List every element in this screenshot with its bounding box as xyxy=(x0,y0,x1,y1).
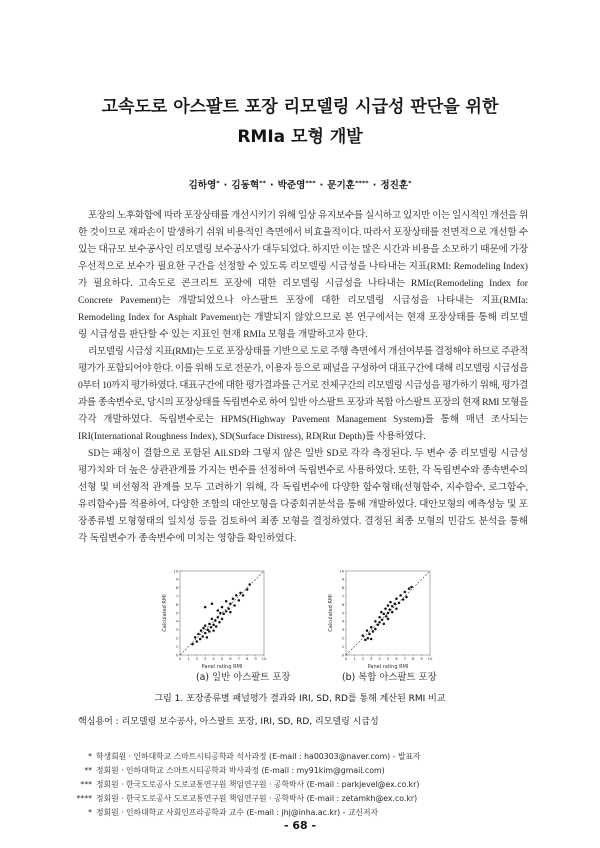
x-tick-label: 8 xyxy=(411,656,415,661)
data-point xyxy=(370,638,373,641)
line-text: 유리함수)를 적용하여, 다양한 조합의 대안모형을 다중회귀분석을 통해 개발하였다. 대안모형의 예측성능 및 포 xyxy=(78,499,528,511)
y-tick-label: 0 xyxy=(175,652,179,658)
data-point xyxy=(200,629,203,632)
y-tick-label: 6 xyxy=(341,601,345,607)
abstract-body xyxy=(78,207,528,548)
data-point xyxy=(393,603,396,606)
paragraph-line xyxy=(78,462,528,479)
paragraph-line xyxy=(78,530,528,547)
data-point xyxy=(229,611,232,614)
x-tick-label: 7 xyxy=(403,656,407,661)
data-point xyxy=(362,634,365,637)
data-point xyxy=(218,621,221,624)
paragraph-line xyxy=(78,479,528,496)
y-tick-label: 3 xyxy=(175,627,179,633)
paragraph-line xyxy=(78,309,528,326)
footnote xyxy=(70,750,550,764)
author-separator: · xyxy=(223,180,228,191)
y-tick-label: 4 xyxy=(341,618,345,624)
data-point xyxy=(410,586,413,589)
data-point xyxy=(378,621,381,624)
figure-caption: 그림 1. 포장종류별 패널평가 결과와 IRI, SD, RD를 통해 계산된 RMI 비교 xyxy=(154,694,446,704)
x-tick-label: 10 xyxy=(261,656,267,661)
data-point xyxy=(210,626,213,629)
affiliation-mark: * xyxy=(408,178,412,187)
abstract-paragraph xyxy=(78,207,528,343)
data-point xyxy=(383,623,386,626)
y-tick-label: 4 xyxy=(175,618,179,624)
author-footnotes xyxy=(70,750,550,820)
footnote-mark: ** xyxy=(84,766,92,775)
data-point xyxy=(246,588,249,591)
data-point xyxy=(405,596,408,599)
footnote-text: 정회원 · 한국도로공사 도로교통연구원 책임연구원 · 공학박사 (E-mail : parkjevel@ex.co.kr) xyxy=(96,780,420,789)
affiliation-mark: ** xyxy=(259,178,266,187)
footnote-mark: * xyxy=(88,808,92,817)
line-text: 각 독립변수가 종속변수에 미치는 영향을 확인하였다. xyxy=(78,533,297,545)
y-tick-label: 1 xyxy=(341,643,345,649)
abstract-paragraph xyxy=(78,343,528,445)
footnote-text: 정회원 · 인하대학교 스마트시티공학과 박사과정 (E-mail : my91kim@gmail.com) xyxy=(96,766,385,775)
author-name: 김동혁 xyxy=(231,180,260,191)
data-point xyxy=(225,600,228,603)
data-point xyxy=(229,603,232,606)
data-point xyxy=(366,629,369,632)
y-tick-label: 3 xyxy=(341,627,345,633)
paragraph-line xyxy=(78,496,528,513)
line-text: 각각 개발하였다. 독립변수로는 HPMS(Highway Pavement Management System)를 통해 매년 조사되는 xyxy=(78,414,528,426)
data-point xyxy=(202,627,205,630)
line-text: 링 시급성을 판단할 수 있는 지표인 현재 RMIa 모형을 개발하고자 한다. xyxy=(78,328,368,340)
data-point xyxy=(408,587,411,590)
y-tick-label: 7 xyxy=(175,593,179,599)
y-tick-label: 8 xyxy=(341,585,345,591)
y-tick-label: 10 xyxy=(339,568,345,574)
data-point xyxy=(215,625,218,628)
data-point xyxy=(227,608,230,611)
x-tick-label: 7 xyxy=(237,656,241,661)
data-point xyxy=(225,610,228,613)
x-tick-label: 9 xyxy=(254,656,257,661)
paragraph-line xyxy=(78,343,528,360)
line-text: Concrete Pavement)는 개발되었으나 아스팔트 포장에 대한 리모델링 시급성을 나타내는 지표(RMIa: xyxy=(78,294,528,306)
data-point xyxy=(201,635,204,638)
identity-line xyxy=(180,571,264,655)
data-point xyxy=(217,609,220,612)
chart-marks xyxy=(339,568,433,661)
x-axis-label: Panel rating RMI xyxy=(367,664,409,670)
data-point xyxy=(389,601,392,604)
footnote xyxy=(70,792,550,806)
data-point xyxy=(248,583,251,586)
author-name: 문기훈 xyxy=(327,180,356,191)
data-point xyxy=(214,619,217,622)
line-text: 포장의 노후화함에 따라 포장상태를 개선시키기 위해 일상 유지보수를 실시하고 있지만 이는 일시적인 개선을 위 xyxy=(88,209,528,221)
data-point xyxy=(370,626,373,629)
author-separator: · xyxy=(372,180,377,191)
data-point xyxy=(191,643,194,646)
x-tick-label: 8 xyxy=(245,656,249,661)
data-point xyxy=(374,628,377,631)
footnote-text: 정회원 · 한국도로공사 도로교통연구원 책임연구원 · 공학박사 (E-mail : zetamkh@ex.co.kr) xyxy=(96,794,418,803)
title-line: 고속도로 아스팔트 포장 리모델링 시급성 판단을 위한 xyxy=(101,97,499,117)
y-tick-label: 0 xyxy=(341,652,345,658)
keywords xyxy=(78,715,379,729)
x-tick-label: 4 xyxy=(212,656,215,661)
data-point xyxy=(212,624,215,627)
data-point xyxy=(385,615,388,618)
paragraph-line xyxy=(78,445,528,462)
paragraph-line xyxy=(78,224,528,241)
data-point xyxy=(367,637,370,640)
y-tick-label: 10 xyxy=(173,568,179,574)
keywords-label: 핵심용어 : xyxy=(78,717,119,727)
data-point xyxy=(391,605,394,608)
author-name: 정진훈 xyxy=(380,180,409,191)
data-point xyxy=(399,594,402,597)
author-separator: · xyxy=(319,180,324,191)
y-tick-label: 5 xyxy=(341,610,345,616)
data-point xyxy=(391,611,394,614)
y-tick-label: 8 xyxy=(175,585,179,591)
line-text: 평가치와 더 높은 상관관계를 가지는 변수를 선정하여 독립변수로 사용하였다. 또한, 각 독립변수와 종속변수의 xyxy=(78,465,528,477)
data-point xyxy=(395,608,398,611)
y-tick-label: 2 xyxy=(341,635,345,641)
line-text: 한 것이므로 재파손이 발생하기 쉬워 비용적인 측면에서 비효율적이다. 따라서 포장상태를 전면적으로 개선할 수 xyxy=(78,226,528,238)
y-tick-label: 9 xyxy=(341,576,345,582)
author-name: 김하영 xyxy=(188,180,217,191)
data-point xyxy=(199,638,202,641)
data-point xyxy=(239,592,242,595)
line-text: 장종류별 모형형태의 일치성 등을 검토하여 최종 모형을 결정하였다. 결정된 최종 모형의 민감도 분석을 통해 xyxy=(78,516,528,528)
x-tick-label: 6 xyxy=(229,656,232,661)
line-text: 0부터 10까지 평가하였다. 대표구간에 대한 평가결과를 근거로 전체구간의 리모델링 시급성을 평가하기 위해, 평가결 xyxy=(78,379,528,391)
data-point xyxy=(388,608,391,611)
data-point xyxy=(364,639,367,642)
y-axis-label: Calculated RMI xyxy=(328,594,334,632)
paper-title xyxy=(0,92,600,152)
scatter-chart-general-asphalt xyxy=(158,562,278,674)
x-tick-label: 9 xyxy=(420,656,423,661)
paragraph-line xyxy=(78,377,528,394)
footnote-mark: * xyxy=(88,752,92,761)
scatter-chart-composite-asphalt xyxy=(324,562,444,674)
paragraph-line xyxy=(78,241,528,258)
data-point xyxy=(242,594,245,597)
author-list xyxy=(0,178,600,194)
paragraph-line xyxy=(78,394,528,411)
data-point xyxy=(217,616,220,619)
line-text: 리모델링 시급성 지표(RMI)는 도로 포장상태를 기반으로 도로 주행 측면에서 개선여부를 결정해야 하므로 주관적 xyxy=(88,345,528,357)
footnote-text: 정회원 · 인하대학교 사회인프라공학과 교수 (E-mail : jhj@inha.ac.kr) - 교신저자 xyxy=(96,808,379,817)
data-point xyxy=(387,618,390,621)
subfigure-caption-b: (b) 복합 아스팔트 포장 xyxy=(342,672,437,683)
data-point xyxy=(384,608,387,611)
data-point xyxy=(238,599,241,602)
data-point xyxy=(221,606,224,609)
title-line: RMIa 모형 개발 xyxy=(237,127,363,147)
data-point xyxy=(383,613,386,616)
data-point xyxy=(398,602,401,605)
data-point xyxy=(402,598,405,601)
paragraph-line xyxy=(78,207,528,224)
paragraph-line xyxy=(78,258,528,275)
data-point xyxy=(206,636,209,639)
data-point xyxy=(372,630,375,633)
y-tick-label: 6 xyxy=(175,601,179,607)
affiliation-mark: **** xyxy=(355,178,369,187)
data-point xyxy=(395,597,398,600)
data-point xyxy=(204,632,207,635)
x-tick-label: 3 xyxy=(369,656,373,661)
affiliation-mark: *** xyxy=(305,178,316,187)
data-point xyxy=(219,612,222,615)
data-point xyxy=(222,613,225,616)
author-name: 박준영 xyxy=(277,180,306,191)
data-point xyxy=(374,620,377,623)
line-text: SD는 패칭이 결함으로 포함된 All.SD와 그렇지 않은 일반 SD로 각각 측정된다. 두 변수 중 리모델링 시급성 xyxy=(88,448,528,460)
x-tick-label: 2 xyxy=(361,656,365,661)
x-tick-label: 3 xyxy=(203,656,207,661)
y-axis-label: Calculated RMI xyxy=(162,594,168,632)
x-axis-label: Panel rating RMI xyxy=(201,664,243,670)
paragraph-line xyxy=(78,411,528,428)
x-tick-label: 4 xyxy=(378,656,381,661)
x-tick-label: 0 xyxy=(178,656,182,661)
data-point xyxy=(204,624,207,627)
abstract-paragraph xyxy=(78,445,528,547)
footnote-mark: *** xyxy=(80,780,92,789)
data-point xyxy=(387,612,390,615)
line-text: 있는 대규모 보수공사인 리모델링 보수공사가 대두되었다. 하지만 이는 많은 시간과 비용을 소모하기 때문에 가장 xyxy=(78,243,528,255)
keywords-text: 리모델링 보수공사, 아스팔트 포장, IRI, SD, RD, 리모델링 시급성 xyxy=(121,717,379,727)
data-point xyxy=(196,640,199,643)
data-point xyxy=(368,633,371,636)
x-tick-label: 5 xyxy=(386,656,390,661)
subfigure-caption-a: (a) 일반 아스팔트 포장 xyxy=(196,672,291,683)
data-point xyxy=(194,636,197,639)
footnote xyxy=(70,778,550,792)
data-point xyxy=(378,616,381,619)
line-text: 선형 및 비선형적 관계를 모두 고려하기 위해, 각 독립변수에 다양한 함수형태(선형함수, 지수함수, 로그함수, xyxy=(78,482,528,494)
author-separator: · xyxy=(269,180,274,191)
line-text: Remodeling Index for Asphalt Pavement)는 개발되지 않았으므로 본 연구에서는 현재 포장상태를 통해 리모델 xyxy=(78,311,528,323)
data-point xyxy=(377,624,380,627)
data-point xyxy=(197,633,200,636)
data-point xyxy=(208,630,211,633)
paragraph-line xyxy=(78,513,528,530)
data-point xyxy=(211,603,214,606)
data-point xyxy=(381,618,384,621)
x-tick-label: 5 xyxy=(220,656,224,661)
data-point xyxy=(204,606,207,609)
y-tick-label: 7 xyxy=(341,593,345,599)
x-tick-label: 1 xyxy=(353,656,356,661)
affiliation-mark: * xyxy=(216,178,220,187)
data-point xyxy=(233,604,236,607)
footnote-mark: **** xyxy=(76,794,92,803)
data-point xyxy=(235,594,238,597)
data-point xyxy=(387,604,390,607)
x-tick-label: 1 xyxy=(187,656,190,661)
y-tick-label: 1 xyxy=(175,643,179,649)
line-text: IRI(International Roughness Index), SD(Surface Distress), RD(Rut Depth)를 사용하였다. xyxy=(78,431,426,443)
x-tick-label: 6 xyxy=(395,656,398,661)
line-text: 우선적으로 보수가 필요한 구간을 선정할 수 있도록 리모델링 시급성을 나타내는 지표(RMI: Remodeling Index) xyxy=(78,260,528,272)
paragraph-line xyxy=(78,428,528,445)
y-tick-label: 9 xyxy=(175,576,179,582)
x-tick-label: 10 xyxy=(427,656,433,661)
data-point xyxy=(380,611,383,614)
footnote xyxy=(70,764,550,778)
data-point xyxy=(232,597,235,600)
x-tick-label: 0 xyxy=(344,656,348,661)
line-text: 가 필요하다. 고속도로 콘크리트 포장에 대한 리모델링 시급성을 나타내는 RMIc(Remodeling Index for xyxy=(78,277,528,289)
chart-marks xyxy=(173,568,267,661)
page-number: - 68 - xyxy=(283,819,317,832)
data-point xyxy=(212,629,215,632)
data-point xyxy=(404,591,407,594)
paragraph-line xyxy=(78,326,528,343)
footnote-text: 학생회원 · 인하대학교 스마트시티공학과 석사과정 (E-mail : ha00303@naver.com) - 발표자 xyxy=(96,752,421,761)
y-tick-label: 5 xyxy=(175,610,179,616)
data-point xyxy=(208,623,211,626)
data-point xyxy=(221,618,224,621)
line-text: 과를 종속변수로, 당시의 포장상태를 독립변수로 하여 일반 아스팔트 포장과 복합 아스팔트 포장의 현재 RMI 모형을 xyxy=(78,397,528,409)
paragraph-line xyxy=(78,275,528,292)
y-tick-label: 2 xyxy=(175,635,179,641)
x-tick-label: 2 xyxy=(195,656,199,661)
line-text: 평가가 포함되어야 한다. 이를 위해 도로 전문가, 이용자 등으로 패널을 구성하여 대표구간에 대해 리모델링 시급성을 xyxy=(78,362,528,374)
data-point xyxy=(211,618,214,621)
paragraph-line xyxy=(78,360,528,377)
paragraph-line xyxy=(78,292,528,309)
